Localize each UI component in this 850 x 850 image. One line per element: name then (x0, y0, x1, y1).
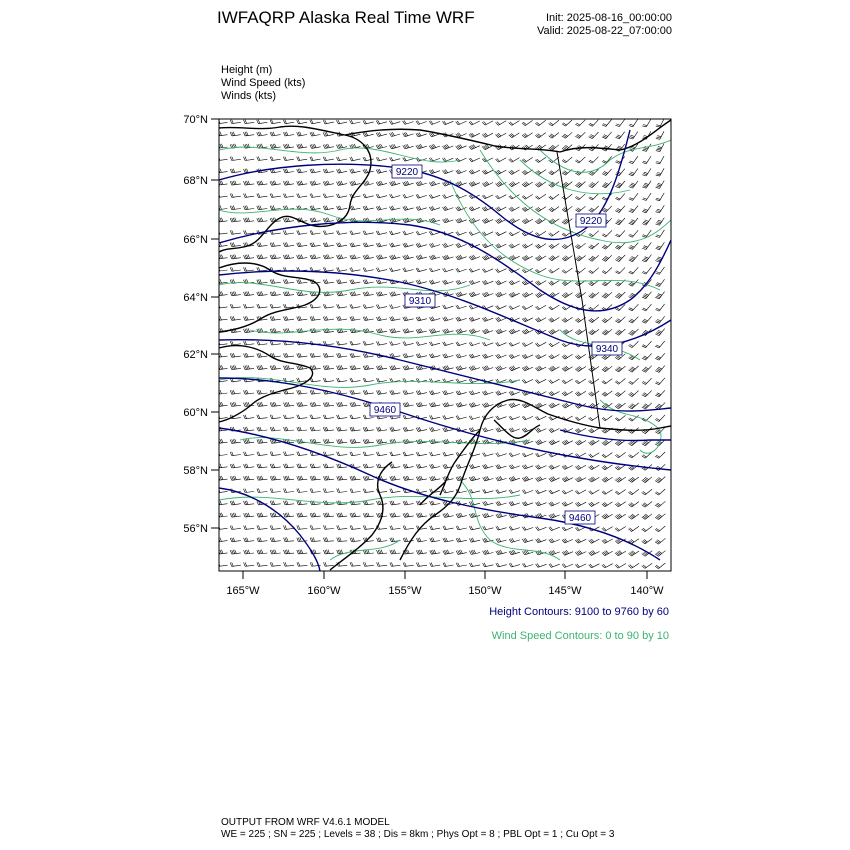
lat-label: 70°N (183, 114, 208, 126)
lon-label: 155°W (388, 585, 422, 597)
height-contour-note: Height Contours: 9100 to 9760 by 60 (489, 606, 669, 618)
lat-label: 66°N (183, 234, 208, 246)
contour-label: 9340 (595, 344, 619, 355)
lat-label: 60°N (183, 407, 208, 419)
valid-time: Valid: 2025-08-22_07:00:00 (537, 25, 672, 37)
lat-label: 62°N (183, 349, 208, 361)
map-title: IWFAQRP Alaska Real Time WRF (217, 8, 475, 27)
init-time: Init: 2025-08-16_00:00:00 (546, 12, 672, 24)
lon-label: 165°W (226, 585, 260, 597)
legend-wind-speed: Wind Speed (kts) (221, 77, 306, 89)
lon-label: 150°W (468, 585, 502, 597)
lat-label: 68°N (183, 175, 208, 187)
longitude-axis (243, 571, 647, 579)
contour-label: 9220 (579, 216, 603, 227)
lon-label: 140°W (630, 585, 664, 597)
legend-winds: Winds (kts) (221, 90, 276, 102)
contour-label: 9460 (568, 513, 592, 524)
contour-label: 9460 (373, 405, 397, 416)
lon-label: 145°W (548, 585, 582, 597)
lon-label: 160°W (307, 585, 341, 597)
model-info-line2: WE = 225 ; SN = 225 ; Levels = 38 ; Dis = 8km ; Phys Opt = 8 ; PBL Opt = 1 ; Cu Opt = 3 (221, 829, 615, 840)
legend-height: Height (m) (221, 64, 273, 76)
lat-label: 58°N (183, 465, 208, 477)
lat-label: 56°N (183, 523, 208, 535)
model-info-line1: OUTPUT FROM WRF V4.6.1 MODEL (221, 817, 390, 828)
lat-label: 64°N (183, 292, 208, 304)
contour-label: 9310 (408, 296, 432, 307)
latitude-axis (211, 119, 219, 528)
contour-label: 9220 (395, 167, 419, 178)
wind-contour-note: Wind Speed Contours: 0 to 90 by 10 (491, 630, 669, 642)
